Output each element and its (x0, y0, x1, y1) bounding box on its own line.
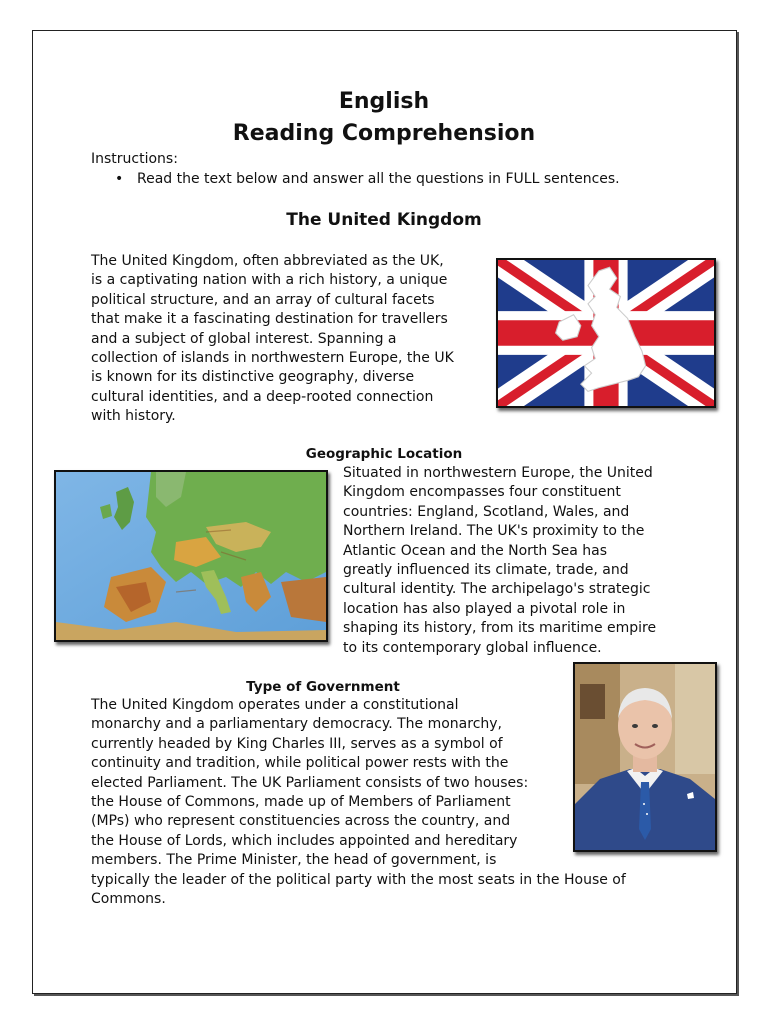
page-title: Reading Comprehension (232, 121, 536, 146)
union-jack-flag-icon (498, 260, 714, 406)
bullet-icon: • (115, 171, 124, 187)
subject-heading: English (338, 89, 430, 114)
europe-relief-map-icon (56, 472, 326, 640)
section-heading-geographic-location: Geographic Location (305, 446, 463, 462)
article-title: The United Kingdom (286, 210, 482, 230)
type-of-government-paragraph: The United Kingdom operates under a constitutional monarchy and a parliamentary democracy. The monarchy, currently headed by King Charles III, serves as a symbol of continuity and tradition, while political power rests with the elected Parliament. The UK Parliament consists of two houses: the House of Commons, made up of Members of Parliament (MPs) who represent constituencies across the country, and the House of Lords, which includes appointed and hereditary members. The Prime Minister, the head of government, is typically the leader of the political party with the most seats in the House of Commons. (91, 697, 626, 908)
instruction-item (115, 171, 620, 187)
instructions-label: Instructions: (91, 151, 178, 167)
intro-paragraph: The United Kingdom, often abbreviated as the UK, is a captivating nation with a rich history, a unique political structure, and an array of cultural facets that make it a fascinating destination for travellers and a subject of global interest. Spanning a collection of islands in northwestern Europe, the UK is known for its distinctive geography, diverse cultural identities, and a deep-rooted connection with history. (91, 253, 454, 425)
instruction-text: Read the text below and answer all the questions in FULL sentences. (137, 171, 620, 187)
europe-map-image (54, 470, 328, 642)
geographic-location-paragraph: Situated in northwestern Europe, the United Kingdom encompasses four constituent countries: England, Scotland, Wales, and Northern Ireland. The UK's proximity to the Atlantic Ocean and the North Sea has greatly influenced its climate, trade, and cultural identity. The archipelago's strategic location has also played a pivotal role in shaping its history, from its maritime empire to its contemporary global influence. (343, 465, 657, 656)
union-jack-flag-image (496, 258, 716, 408)
section-heading-type-of-government: Type of Government (246, 679, 400, 695)
